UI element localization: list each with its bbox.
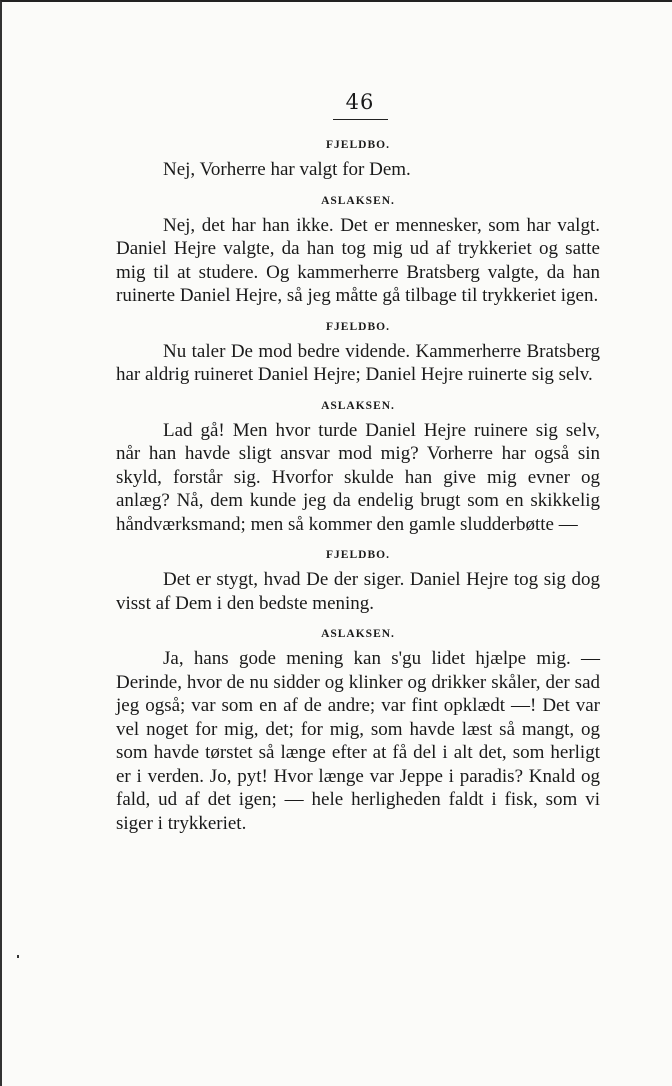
speech-paragraph: Nej, det har han ikke. Det er mennesker, som har valgt. Daniel Hejre valgte, da han tog mig ud af trykkeriet og satte mig til at studere. Og kammerherre Bratsberg valgte, da han ruinerte Daniel Hejre, så jeg måtte gå tilbage til trykkeriet igen. <box>116 214 600 306</box>
speaker-label: FJELDBO. <box>326 549 390 561</box>
speech-paragraph: Nej, Vorherre har valgt for Dem. <box>163 159 411 180</box>
speech-paragraph: Ja, hans gode mening kan s'gu lidet hjælpe mig. — Derinde, hvor de nu sidder og klinker og drikker skåler, der sad jeg også; var som en af de andre; var fint opklædt —! Det var vel noget for mig, det; for mig, som havde læst så mangt, og som havde tørstet så længe efter at få del i alt det, som herligt er i verden. Jo, pyt! Hvor længe var Jeppe i paradis? Knald og fald, ud af det igen; — hele herligheden faldt i fisk, som vi siger i trykkeriet. <box>116 648 600 834</box>
speaker-label: FJELDBO. <box>326 139 390 151</box>
speech-paragraph: Nu taler De mod bedre vidende. Kammerherre Bratsberg har aldrig ruineret Daniel Hejre; Daniel Hejre ruinerte sig selv. <box>116 340 600 385</box>
speech-paragraph: Lad gå! Men hvor turde Daniel Hejre ruinere sig selv, når han havde sligt ansvar mod mig? Vorherre har også sin skyld, forstår sig. Hvorfor skulde han give mig evner og anlæg? Nå, dem kunde jeg da endelig brugt som en skikkelig håndværksmand; men så kommer den gamle sludderbøtte — <box>116 419 600 535</box>
play-text <box>116 138 600 847</box>
margin-speck <box>17 955 19 958</box>
speaker-label: FJELDBO. <box>326 320 390 333</box>
page-number-rule <box>333 119 388 120</box>
speaker-label: ASLAKSEN. <box>321 194 395 207</box>
speaker-label: ASLAKSEN. <box>321 628 395 640</box>
speech-paragraph: Det er stygt, hvad De der siger. Daniel Hejre tog sig dog visst af Dem i den bedste mening. <box>116 569 600 614</box>
page-number: 46 <box>345 90 375 114</box>
speaker-label: ASLAKSEN. <box>321 399 395 412</box>
